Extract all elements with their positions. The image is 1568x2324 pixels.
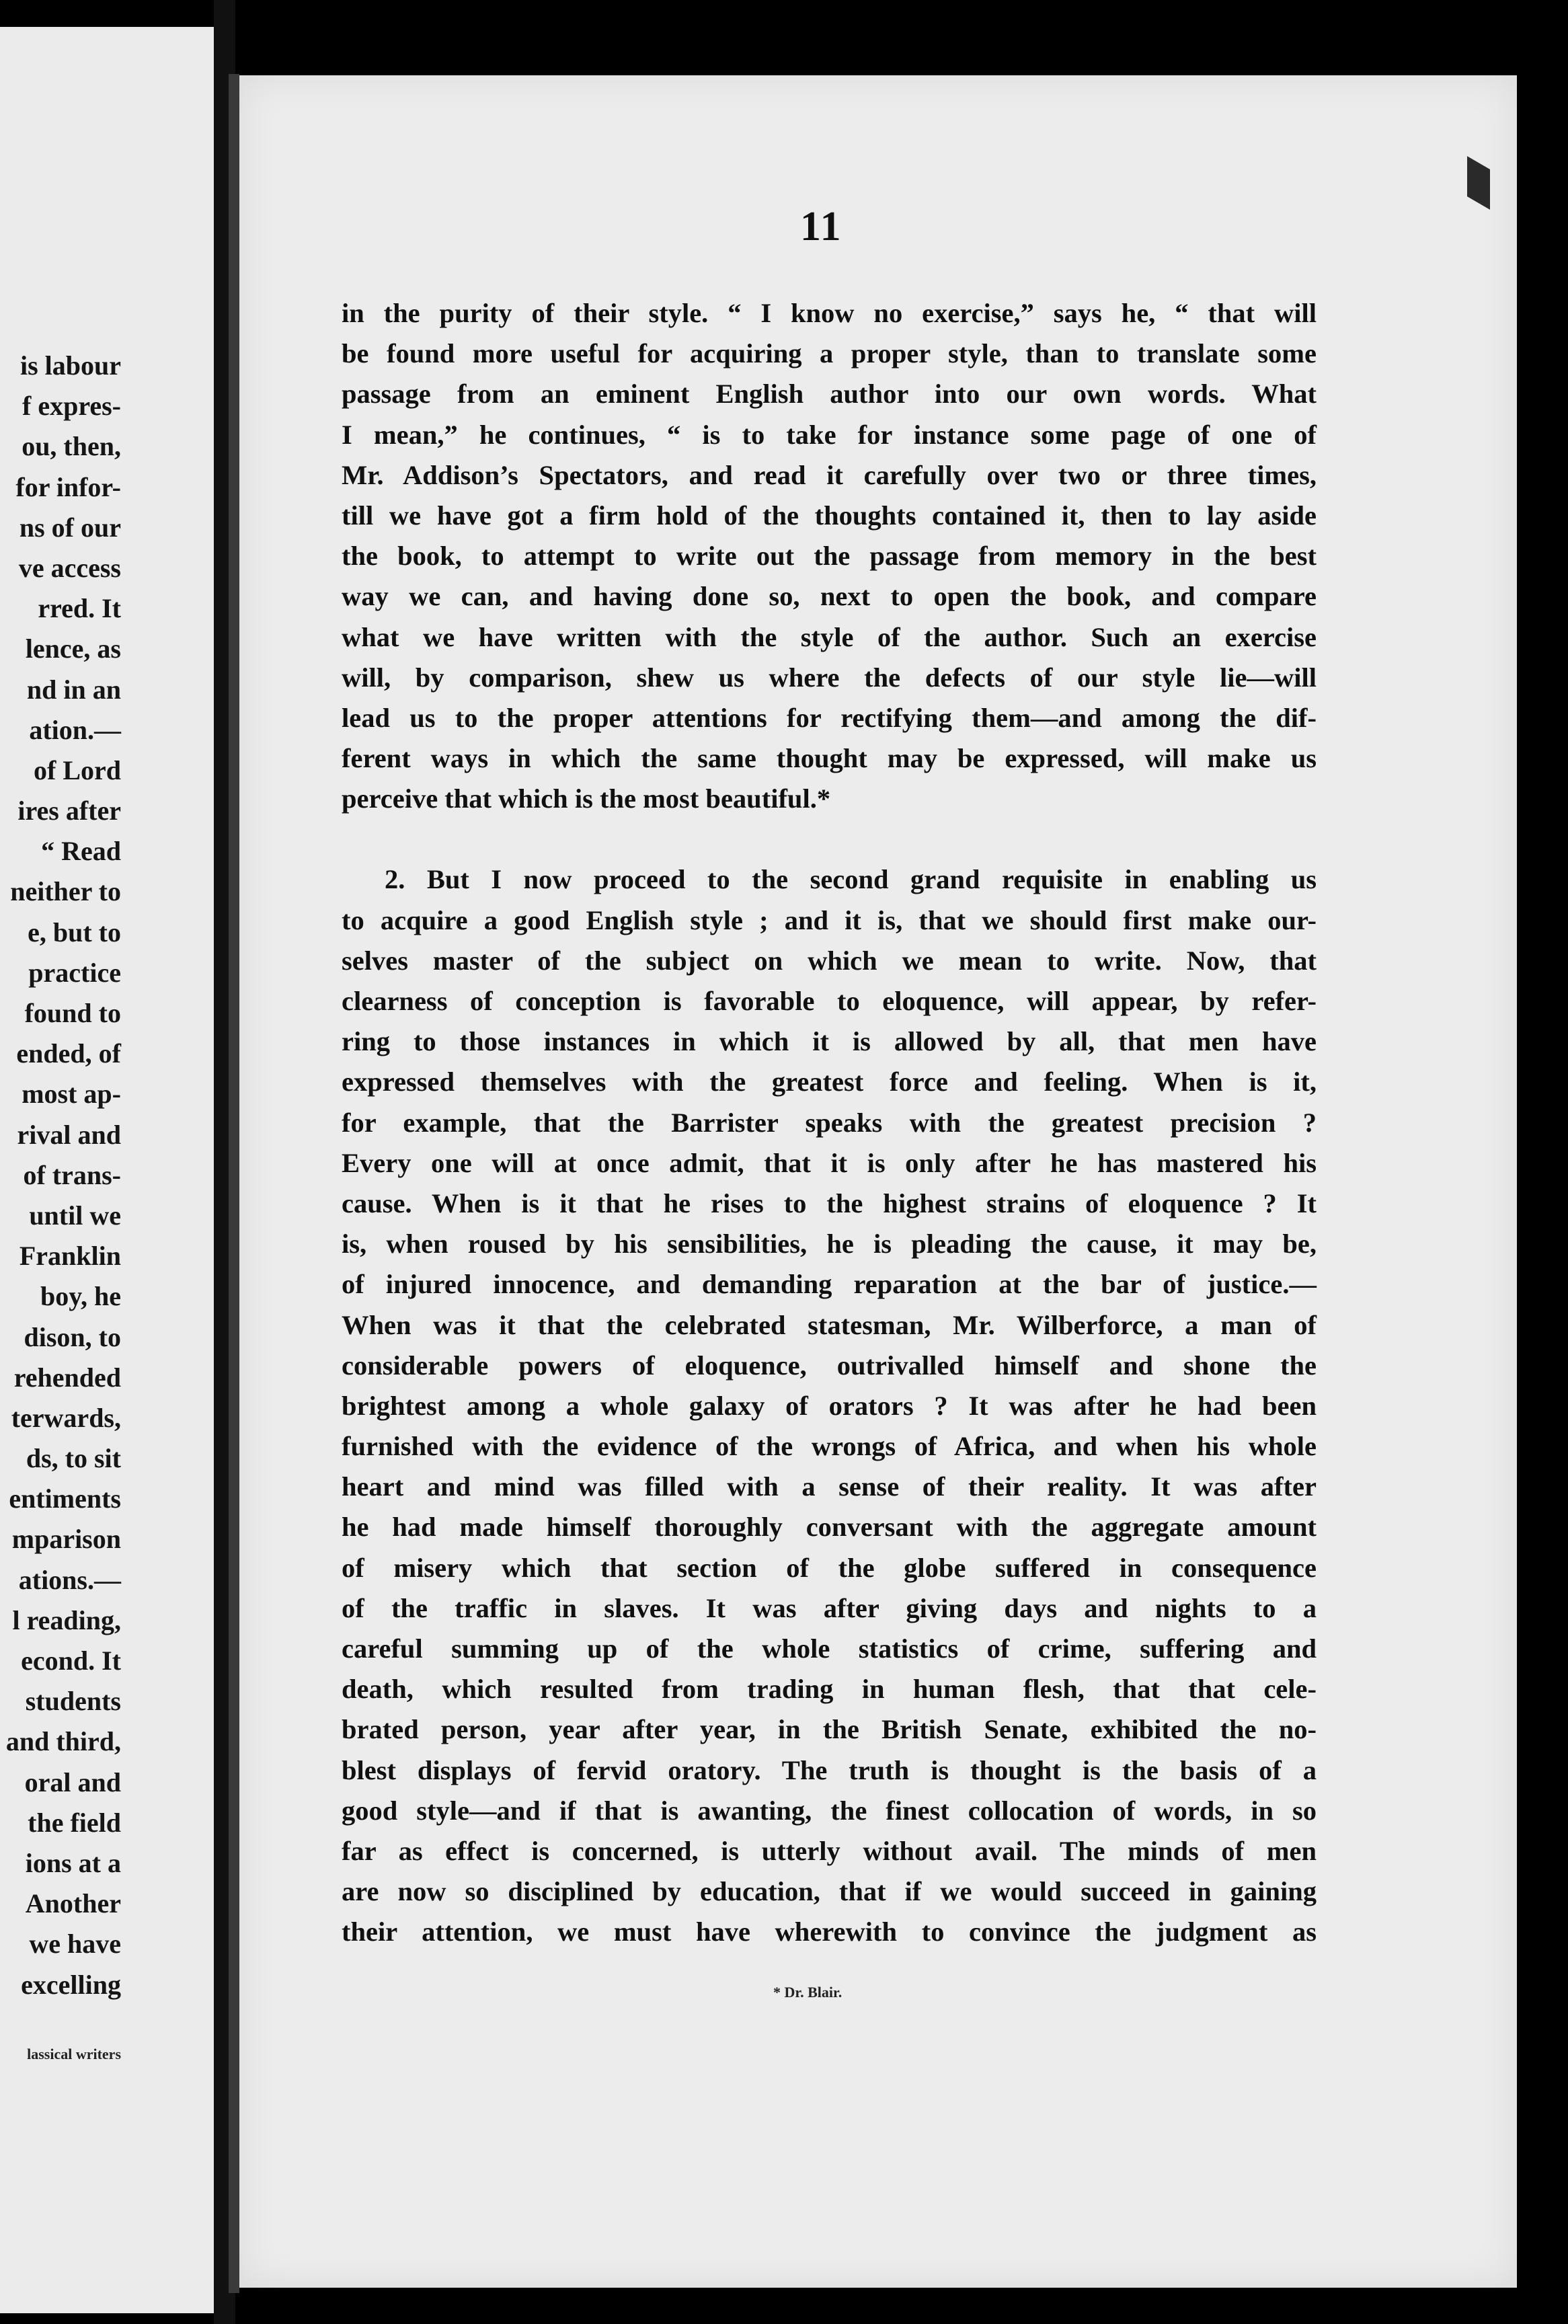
text-line: selves master of the subject on which we mean to write. Now, that <box>342 945 1317 976</box>
text-line: in the purity of their style. “ I know no exercise,” says he, “ that will <box>342 298 1317 328</box>
text-line: considerable powers of eloquence, outrivalled himself and shone the <box>342 1350 1317 1381</box>
text-line: the book, to attempt to write out the passage from memory in the best <box>342 541 1317 572</box>
facing-page-line: of trans- <box>23 1159 121 1190</box>
gutter-shadow <box>229 74 239 2293</box>
facing-page-line: nd in an <box>26 674 121 705</box>
text-line: ring to those instances in which it is allowed by all, that men have <box>342 1026 1317 1057</box>
facing-page-line: until we <box>29 1200 121 1231</box>
text-line: to acquire a good English style ; and it is, that we should first make our- <box>342 904 1317 935</box>
facing-page-line: Franklin <box>19 1241 121 1272</box>
paragraph-gap <box>342 819 1317 859</box>
facing-page-line: neither to <box>10 876 121 907</box>
facing-page-left <box>0 27 214 2313</box>
facing-page-line: oral and <box>24 1767 121 1797</box>
text-line: When was it that the celebrated statesman, Mr. Wilberforce, a man of <box>342 1309 1317 1340</box>
paragraph <box>342 293 1317 819</box>
text-line: far as effect is concerned, is utterly without avail. The minds of men <box>342 1835 1317 1866</box>
facing-page-line: students <box>25 1686 121 1717</box>
facing-page-line: ations.— <box>18 1564 121 1595</box>
facing-page-line: found to <box>24 998 121 1028</box>
text-line: way we can, and having done so, next to open the book, and compare <box>342 581 1317 612</box>
facing-page-line: is labour <box>19 350 121 381</box>
text-line: of the traffic in slaves. It was after giving days and nights to a <box>342 1592 1317 1623</box>
facing-page-line: ation.— <box>29 714 121 745</box>
text-line: Mr. Addison’s Spectators, and read it carefully over two or three times, <box>342 459 1317 490</box>
text-line: clearness of conception is favorable to eloquence, will appear, by refer- <box>342 986 1317 1016</box>
text-line: Every one will at once admit, that it is only after he has mastered his <box>342 1147 1317 1178</box>
facing-page-line: entiments <box>9 1483 121 1514</box>
facing-page-line: practice <box>28 957 121 988</box>
text-line: heart and mind was filled with a sense of their reality. It was after <box>342 1471 1317 1502</box>
facing-page-line: rival and <box>17 1119 121 1150</box>
facing-page-line: we have <box>29 1929 121 1960</box>
text-line: I mean,” he continues, “ is to take for instance some page of one of <box>342 419 1317 450</box>
page-number: 11 <box>800 204 842 249</box>
facing-page-line: ns of our <box>19 512 121 543</box>
text-line: perceive that which is the most beautiful.* <box>342 783 831 814</box>
body-text <box>342 293 1317 1953</box>
facing-page-line: “ Read <box>41 836 121 867</box>
facing-page-line: mparison <box>11 1524 121 1555</box>
facing-page-line: for infor- <box>15 471 121 502</box>
facing-page-line: lence, as <box>25 633 121 664</box>
text-line: furnished with the evidence of the wrongs of Africa, and when his whole <box>342 1431 1317 1462</box>
facing-page-line: econd. It <box>21 1645 121 1676</box>
text-line: good style—and if that is awanting, the finest collocation of words, in so <box>342 1795 1317 1826</box>
text-line: careful summing up of the whole statistics of crime, suffering and <box>342 1633 1317 1664</box>
facing-page-line: ires after <box>17 796 121 826</box>
facing-page-line: the field <box>28 1807 121 1838</box>
facing-page-text <box>0 346 121 2005</box>
facing-page-line: rred. It <box>38 593 121 624</box>
facing-page-line: e, but to <box>28 917 121 947</box>
facing-page-line: ended, of <box>16 1038 121 1069</box>
paragraph <box>342 859 1317 1952</box>
text-line: what we have written with the style of the author. Such an exercise <box>342 621 1317 652</box>
text-line: brated person, year after year, in the British Senate, exhibited the no- <box>342 1714 1317 1745</box>
facing-page-line: ions at a <box>25 1847 121 1878</box>
facing-page-line: of Lord <box>34 754 121 785</box>
facing-page-line: dison, to <box>24 1321 121 1352</box>
text-line: 2. But I now proceed to the second grand requisite in enabling us <box>385 864 1317 895</box>
facing-page-footnote: lassical writers <box>27 2046 121 2062</box>
text-line: cause. When is it that he rises to the highest strains of eloquence ? It <box>342 1188 1317 1218</box>
text-line: their attention, we must have wherewith to convince the judgment as <box>342 1916 1317 1947</box>
folded-page-corner <box>1467 156 1490 210</box>
facing-page-line: ou, then, <box>22 431 121 462</box>
text-line: till we have got a firm hold of the thoughts contained it, then to lay aside <box>342 500 1317 531</box>
facing-page-line: and third, <box>5 1726 121 1757</box>
facing-page-line: rehended <box>13 1362 121 1393</box>
text-line: is, when roused by his sensibilities, he is pleading the cause, it may be, <box>342 1229 1317 1260</box>
facing-page-line: f expres- <box>22 391 121 422</box>
facing-page-line: boy, he <box>40 1281 121 1312</box>
text-line: of misery which that section of the globe suffered in consequence <box>342 1552 1317 1583</box>
facing-page-line: ds, to sit <box>26 1443 121 1474</box>
text-line: he had made himself thoroughly conversant with the aggregate amount <box>342 1512 1317 1543</box>
text-line: be found more useful for acquiring a proper style, than to translate some <box>342 338 1317 369</box>
footnote: * Dr. Blair. <box>773 1984 842 2001</box>
text-line: of injured innocence, and demanding reparation at the bar of justice.— <box>342 1269 1317 1300</box>
text-line: lead us to the proper attentions for rectifying them—and among the dif- <box>342 702 1317 733</box>
text-line: passage from an eminent English author into our own words. What <box>342 379 1317 410</box>
text-line: for example, that the Barrister speaks with the greatest precision ? <box>342 1107 1317 1138</box>
facing-page-line: Another <box>25 1888 121 1919</box>
text-line: expressed themselves with the greatest force and feeling. When is it, <box>342 1067 1317 1097</box>
text-line: ferent ways in which the same thought may be expressed, will make us <box>342 743 1317 774</box>
text-line: death, which resulted from trading in human flesh, that that cele- <box>342 1674 1317 1705</box>
facing-page-line: ve access <box>18 552 121 583</box>
facing-page-line: most ap- <box>22 1079 121 1110</box>
facing-page-line: l reading, <box>12 1604 121 1635</box>
text-line: blest displays of fervid oratory. The truth is thought is the basis of a <box>342 1754 1317 1785</box>
text-line: brightest among a whole galaxy of orators ? It was after he had been <box>342 1390 1317 1421</box>
text-line: are now so disciplined by education, that if we would succeed in gaining <box>342 1876 1317 1907</box>
facing-page-line: excelling <box>21 1969 121 2000</box>
facing-page-line: terwards, <box>11 1402 121 1433</box>
text-line: will, by comparison, shew us where the defects of our style lie—will <box>342 662 1317 693</box>
